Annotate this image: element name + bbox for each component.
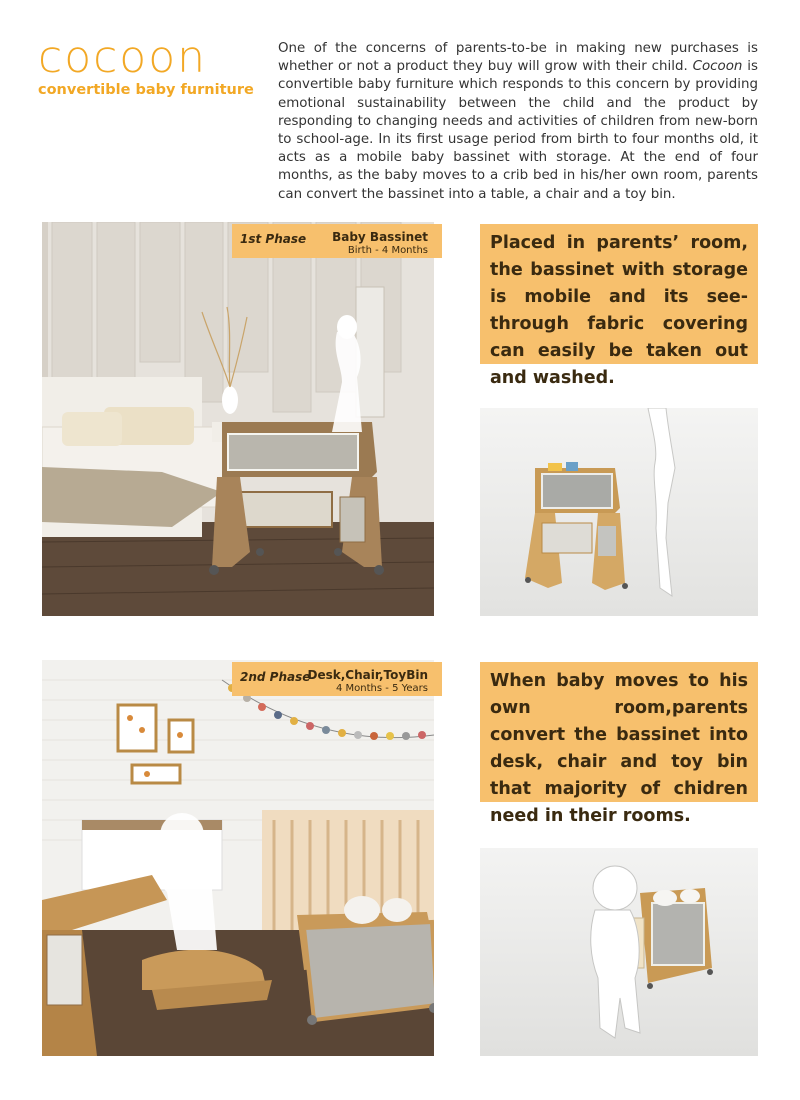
phase2-label: 2nd Phase (240, 670, 311, 684)
brand-tagline: convertible baby furniture (38, 82, 254, 98)
nursery-scene-image (42, 660, 434, 1056)
phase2-name: Desk,Chair,ToyBin (307, 668, 428, 682)
toy-bin-illustration (297, 896, 434, 1025)
cocoon-logo: cocoon (38, 32, 208, 83)
phase1-banner (232, 224, 442, 258)
intro-text-end: is convertible baby furniture which responds to this concern by providing emotional sustainability between the child and the product by responding to changing needs and activities of children from new-born to school-age. In its first usage period from birth to four months old, it acts as a mobile baby bassinet with storage. At the end of four months, as the baby moves to a crib bed in his/her own room, parents can convert the bassinet into a table, a chair and a toy bin. (278, 59, 758, 202)
intro-product-name: Cocoon (692, 59, 743, 75)
nursery-desk-photo (42, 660, 434, 1056)
intro-paragraph (278, 40, 758, 204)
phase2-banner (232, 662, 442, 696)
phase1-age-range: Birth - 4 Months (347, 245, 428, 256)
bassinet-render-image (480, 408, 758, 616)
brand-block (38, 32, 254, 98)
bedroom-scene-image (42, 222, 434, 616)
intro-text-start: One of the concerns of parents-to-be in making new purchases is whether or not a product they buy will grow with their child. (278, 41, 758, 75)
bedroom-bassinet-photo (42, 222, 434, 616)
phase1-callout: Placed in parents’ room, the bassinet with storage is mobile and its see-through fabric covering can easily be taken out and washed. (480, 224, 758, 364)
toy-bin-render-image (480, 848, 758, 1056)
toy-bin-render-photo (480, 848, 758, 1056)
bassinet-render-photo (480, 408, 758, 616)
phase2-callout: When baby moves to his own room,parents convert the bassinet into desk, chair and toy bin that majority of chidren need in their rooms. (480, 662, 758, 802)
phase2-age-range: 4 Months - 5 Years (336, 683, 428, 694)
phase1-label: 1st Phase (240, 232, 307, 246)
phase1-name: Baby Bassinet (332, 230, 428, 244)
